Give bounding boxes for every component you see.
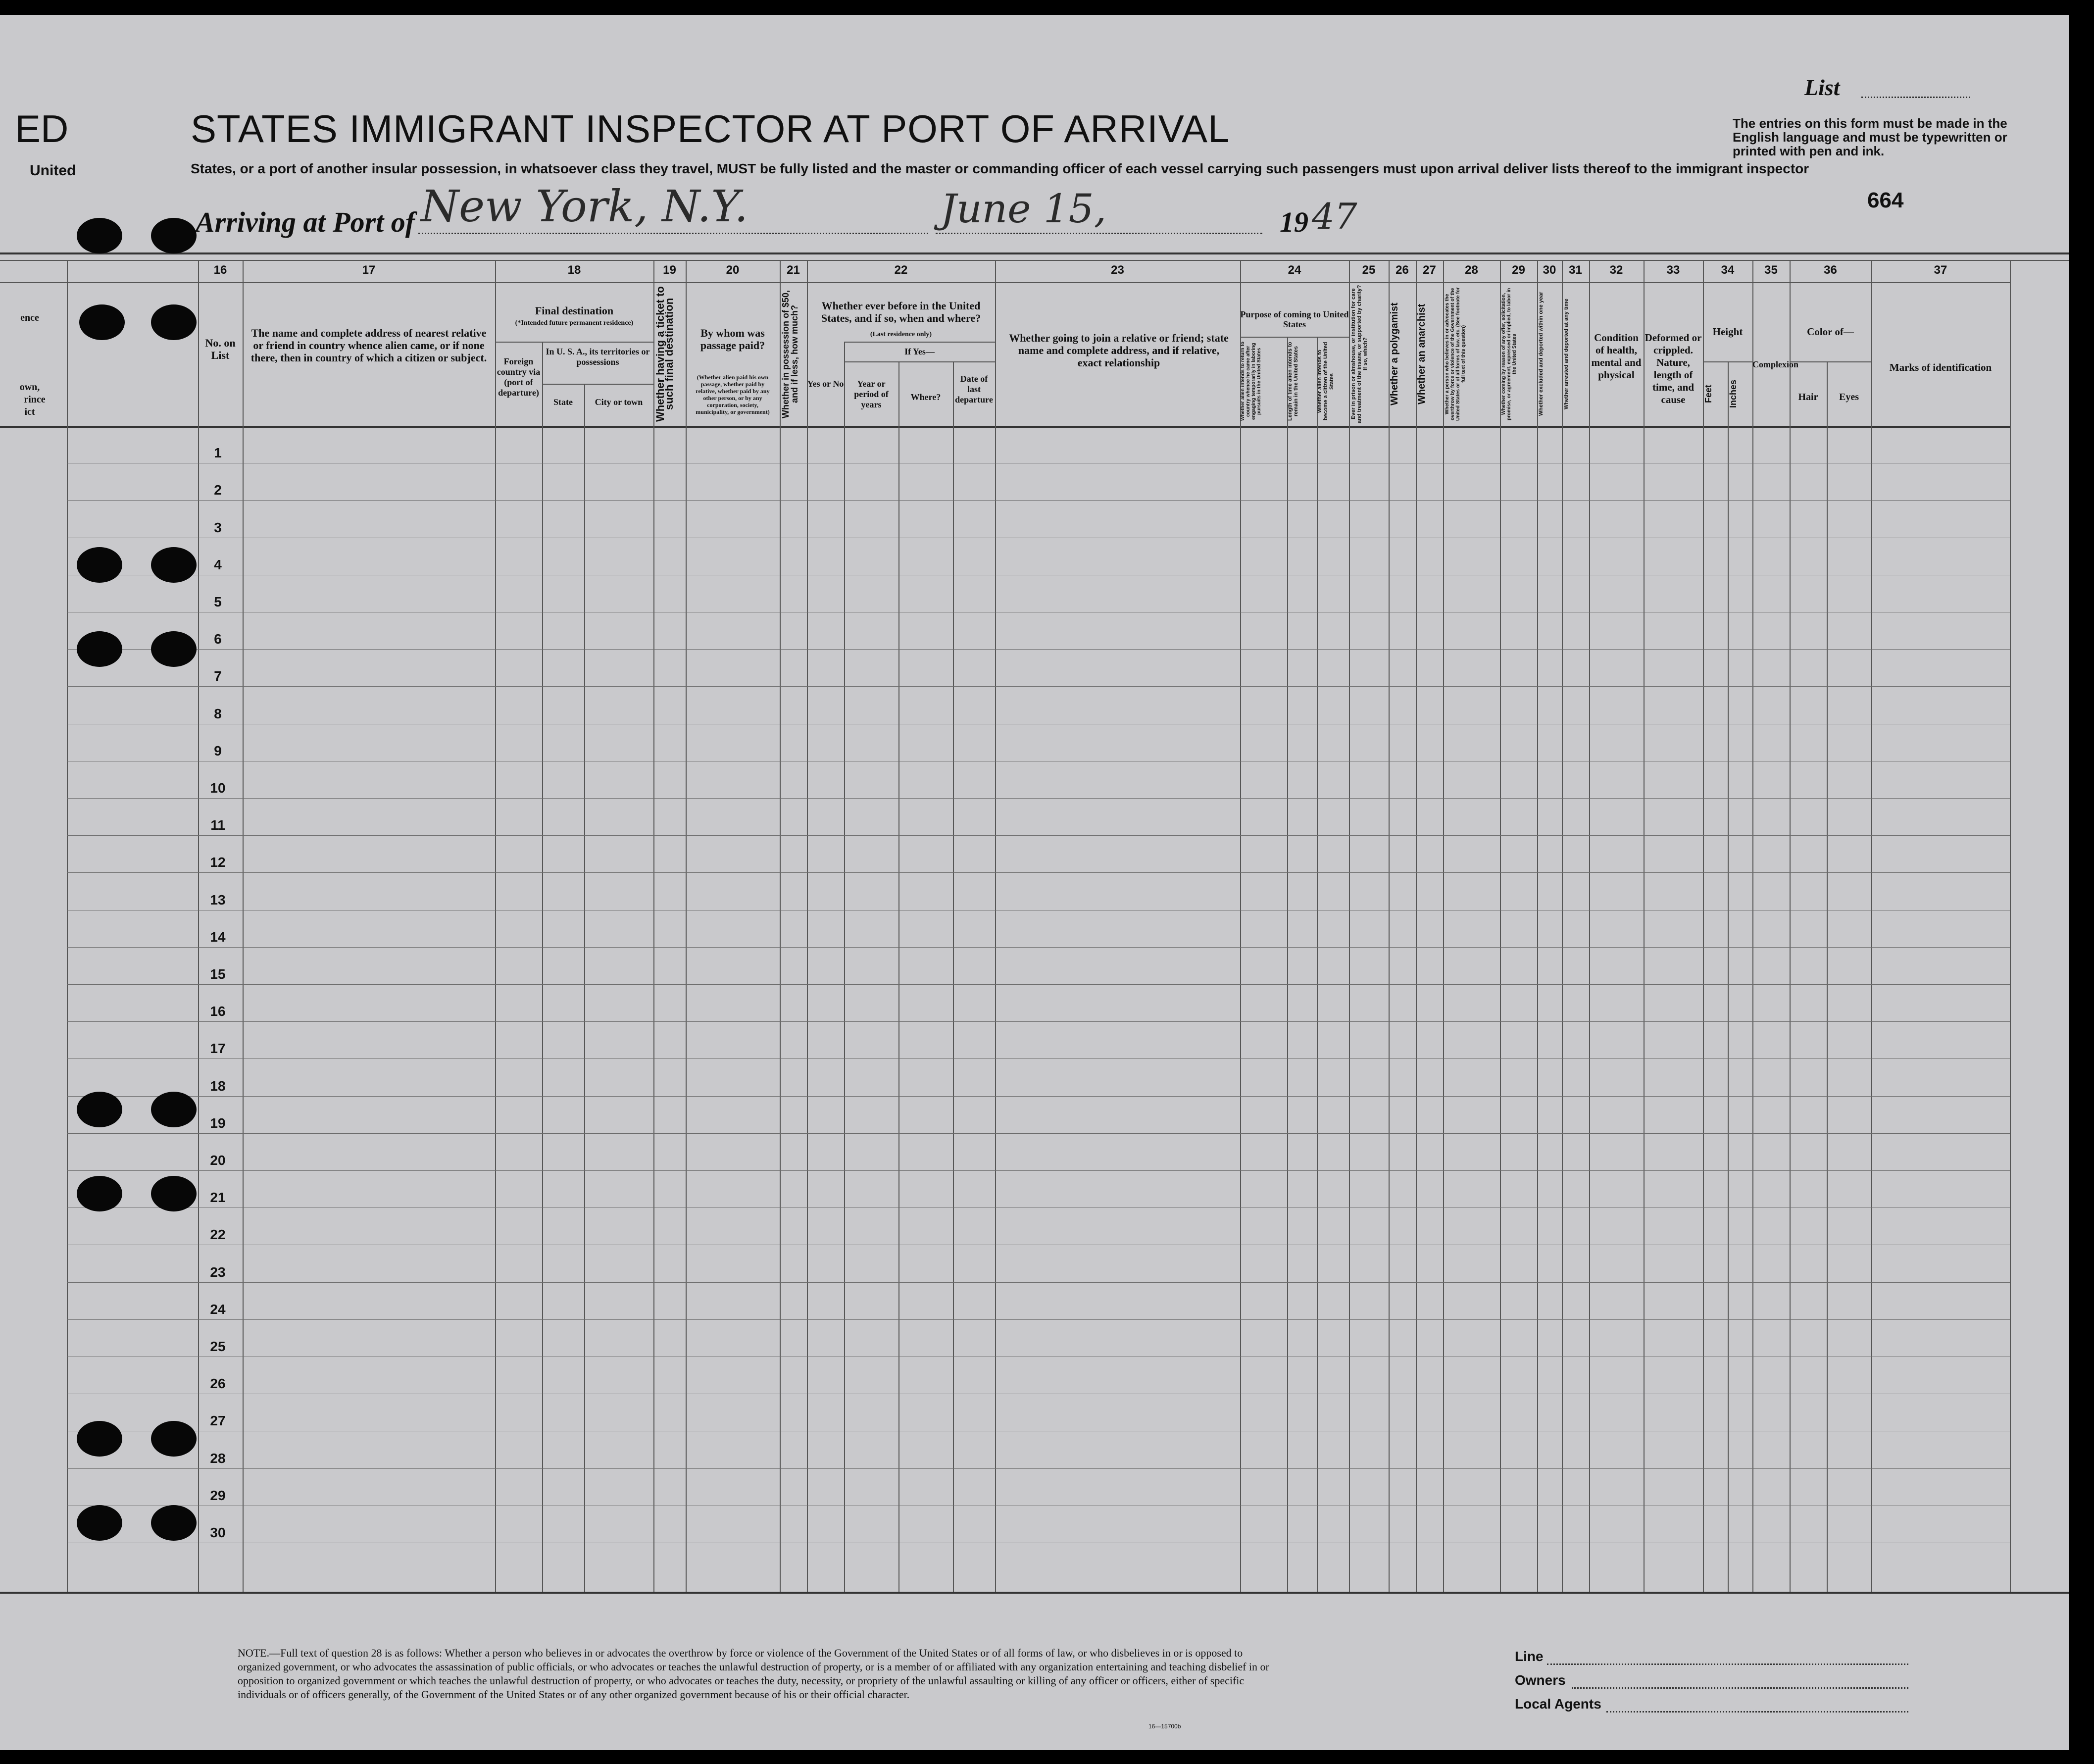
header-feet: Feet [1703, 384, 1713, 403]
header-health: Condition of health, mental and physical [1591, 332, 1642, 381]
date-handwritten: June 15, [941, 186, 1107, 232]
year-handwritten: 47 [1312, 196, 1357, 237]
col-divider [67, 260, 68, 1592]
header-join-relative: Whether going to join a relative or friend; state name and complete address, and if relative, exact relationship [1009, 332, 1229, 369]
punch-hole [151, 631, 197, 667]
row-number: 20 [210, 1153, 226, 1168]
row-number: 8 [214, 706, 222, 721]
port-field-line [418, 233, 928, 234]
row-number: 18 [210, 1078, 226, 1094]
row-number: 22 [210, 1227, 226, 1243]
list-field-line [1861, 97, 1970, 98]
question-28-footnote: NOTE.—Full text of question 28 is as follows: Whether a person who believes in or advocates the overthrow by force or violence of the Government of the United States or of all forms of law, or who disbelieves in or is opposed to organized government, or who advocates the assassination of public officials, or who advocates or teaches the unlawful destruction of property, or is a member of or affiliated with any organization entertaining and teaching disbelief in or opposition to organized government or which teaches the unlawful destruction of property, or who advocates or teaches the duty, necessity, or propriety of the unlawful assaulting or killing of any officer or officers, either of specific individuals or of officers generally, of the Government of the United States or of any other organized government because of his or their official character. [238, 1647, 1269, 1701]
row-number: 17 [210, 1041, 226, 1057]
header-purpose-sub3: Whether alien intends to become a citizen of the United States [1317, 342, 1335, 421]
column-number: 22 [894, 263, 908, 277]
arriving-port-label: Arriving at Port of [196, 206, 415, 238]
column-number: 31 [1569, 263, 1582, 277]
column-number: 35 [1764, 263, 1778, 277]
row-number: 11 [210, 817, 225, 833]
col-divider [542, 342, 543, 1592]
row-rule [67, 649, 2010, 650]
header-final-destination-note: (*Intended future permanent residence) [515, 319, 634, 327]
col-divider [898, 361, 899, 1592]
col-divider [1500, 260, 1501, 1592]
column-number: 26 [1396, 263, 1409, 277]
col-divider [1589, 260, 1590, 1592]
col-divider [653, 260, 654, 1592]
col-divider [1416, 260, 1417, 1592]
col-divider [844, 342, 845, 1592]
line-field [1547, 1663, 1908, 1665]
punch-hole [77, 547, 122, 583]
row-rule [67, 872, 2010, 873]
punch-hole [77, 1176, 122, 1211]
header-purpose-sub2: Length of time alien intends to remain in the United States [1287, 342, 1299, 421]
col-divider [780, 260, 781, 1592]
header-marks: Marks of identification [1889, 361, 1992, 373]
header-deformed: Deformed or crippled. Nature, length of time, and cause [1645, 332, 1702, 405]
form-code: 16—15700b [1148, 1723, 1181, 1730]
row-number: 9 [214, 743, 222, 758]
subheader-rule [1240, 337, 1349, 338]
header-ticket: Whether having a ticket to such final destination [654, 286, 675, 422]
row-number: 15 [210, 966, 226, 982]
col-divider [1752, 260, 1753, 1592]
punch-hole [77, 1421, 122, 1457]
punch-hole [77, 631, 122, 667]
col-divider [1562, 260, 1563, 1592]
col-divider [1349, 260, 1350, 1592]
subheader-rule [1790, 361, 1871, 362]
row-rule [67, 798, 2010, 799]
row-number: 4 [214, 556, 222, 572]
edge-fragment: ence [20, 312, 39, 323]
row-number: 13 [210, 892, 226, 907]
subheader-rule [844, 342, 995, 343]
date-field-line [936, 233, 1262, 234]
column-number: 37 [1934, 263, 1947, 277]
column-number: 18 [567, 263, 581, 277]
column-number: 23 [1111, 263, 1124, 277]
column-number: 19 [663, 263, 676, 277]
header-anarchist: Whether an anarchist [1416, 303, 1427, 404]
header-labor-offer: Whether coming by reason of any offer, solicitation, promise, or agreement, expressed or implied, to labor in the United States [1501, 288, 1517, 420]
row-number: 21 [210, 1190, 226, 1206]
row-rule [67, 835, 2010, 836]
header-bottom-rule [0, 426, 2010, 428]
header-foreign-country: Foreign country via (port of departure) [497, 356, 541, 398]
header-passage-paid-note: (Whether alien paid his own passage, whether paid by relative, whether paid by any other person, or by any corporation, society, municipality, or government) [696, 374, 770, 415]
punch-hole [151, 1092, 197, 1127]
row-rule [67, 984, 2010, 985]
edge-fragment: own, [19, 382, 40, 393]
col-divider [1389, 260, 1390, 1592]
edge-fragment: rince [24, 394, 46, 405]
owners-field [1572, 1687, 1908, 1689]
table-bottom-rule [0, 1592, 2069, 1594]
row-number: 1 [214, 445, 222, 461]
col-divider [1871, 260, 1872, 1592]
page-title: STATES IMMIGRANT INSPECTOR AT PORT OF ARRIVAL [191, 107, 1230, 151]
row-rule [67, 686, 2010, 687]
col-divider [1644, 260, 1645, 1592]
edge-subtitle-fragment: United [30, 162, 76, 179]
instruction-line: States, or a port of another insular possession, in whatsoever class they travel, MUST be fully listed and the master or commanding officer of each vessel carrying such passengers must upon arrival deliver lists thereof to the immigrant inspector [191, 161, 1809, 176]
punch-hole [79, 304, 125, 340]
row-number: 2 [214, 482, 222, 498]
column-number: 33 [1666, 263, 1680, 277]
row-number: 25 [210, 1339, 226, 1354]
year-printed: 19 [1280, 206, 1308, 238]
row-number: 14 [210, 929, 226, 945]
column-number: 34 [1721, 263, 1735, 277]
column-number: 32 [1609, 263, 1623, 277]
col-divider [1790, 260, 1791, 1592]
col-divider [1537, 260, 1538, 1592]
row-number: 16 [210, 1004, 226, 1019]
port-handwritten: New York, N.Y. [421, 181, 748, 232]
col-divider [243, 260, 244, 1592]
column-number-rule [0, 282, 2010, 283]
col-divider [1240, 260, 1241, 1592]
col-divider [1827, 361, 1828, 1592]
punch-hole [151, 547, 197, 583]
header-city-town: City or town [595, 397, 643, 407]
header-date-last-departure: Date of last departure [955, 374, 993, 404]
punch-hole [77, 1092, 122, 1127]
edge-title-fragment: ED [15, 107, 69, 151]
subheader-rule [495, 342, 653, 343]
header-polygamist: Whether a polygamist [1389, 302, 1400, 405]
col-divider [1443, 260, 1444, 1592]
punch-hole [151, 1421, 197, 1457]
row-rule [67, 1021, 2010, 1022]
header-yes-no: Yes or No [807, 379, 844, 389]
header-height: Height [1712, 326, 1743, 338]
row-rule [67, 500, 2010, 501]
list-label: List [1804, 75, 1840, 100]
column-number: 25 [1362, 263, 1376, 277]
column-number: 16 [213, 263, 227, 277]
header-ever-before: Whether ever before in the United States, and if so, when and where? [821, 300, 981, 324]
column-number: 21 [787, 263, 800, 277]
row-number: 12 [210, 855, 226, 870]
row-number: 26 [210, 1376, 226, 1392]
row-rule [67, 947, 2010, 948]
punch-hole [151, 304, 197, 340]
col-divider [495, 260, 496, 1592]
punch-hole [151, 1505, 197, 1541]
header-no-on-list: No. on List [205, 337, 236, 361]
header-year-period: Year or period of years [854, 379, 889, 409]
column-number: 30 [1543, 263, 1556, 277]
col-divider [1287, 337, 1288, 1592]
header-nearest-relative: The name and complete address of nearest relative or friend in country whence alien came, or if none there, then in country of which a citizen or subject. [250, 327, 487, 364]
header-prison: Ever in prison or almshouse, or institution for care and treatment of the insane, or supported by charity? If so, which? [1350, 285, 1368, 423]
col-divider [2010, 260, 2011, 1592]
header-hair: Hair [1798, 392, 1818, 403]
column-number: 29 [1512, 263, 1525, 277]
header-fifty-dollars: Whether in possession of $50, and if less, how much? [781, 290, 799, 418]
col-divider [807, 260, 808, 1592]
header-last-residence-note: (Last residence only) [870, 331, 932, 338]
column-number: 28 [1465, 263, 1478, 277]
row-number: 29 [210, 1487, 226, 1503]
column-number: 24 [1288, 263, 1301, 277]
punch-hole [77, 218, 122, 253]
owners-label: Owners [1515, 1672, 1566, 1688]
header-state: State [553, 397, 573, 407]
row-rule [67, 1170, 2010, 1171]
col-divider [584, 384, 585, 1592]
col-divider [1317, 337, 1318, 1592]
column-number: 20 [726, 263, 740, 277]
local-agents-label: Local Agents [1515, 1696, 1601, 1712]
top-rule [0, 252, 2069, 254]
punch-hole [151, 218, 197, 253]
header-complexion: Complexion [1752, 359, 1799, 369]
local-agents-field [1606, 1711, 1908, 1713]
header-overthrow: Whether a person who believes in or advocates the overthrow by force or violence of the Government of the United States or of all forms of law, etc. (See footnote for full text of this question) [1445, 287, 1466, 421]
manifest-sheet [0, 15, 2069, 1750]
row-number: 24 [210, 1301, 226, 1317]
header-final-destination: Final destination [535, 304, 614, 317]
line-label: Line [1515, 1649, 1544, 1664]
header-excluded: Whether excluded and deported within one year [1538, 292, 1544, 416]
header-in-usa: In U. S. A., its territories or possessions [546, 347, 650, 367]
col-divider [953, 361, 954, 1592]
top-rule-2 [0, 260, 2069, 261]
row-number: 27 [210, 1413, 226, 1429]
row-number: 3 [214, 519, 222, 535]
column-number: 27 [1423, 263, 1436, 277]
subheader-rule [542, 384, 653, 385]
instructions-box: The entries on this form must be made in the English language and must be typewritten or printed with pen and ink. [1733, 116, 2007, 158]
col-divider [686, 260, 687, 1592]
row-number: 23 [210, 1264, 226, 1280]
edge-fragment: ict [24, 406, 35, 417]
subheader-rule [1703, 361, 1752, 362]
header-arrested: Whether arrested and deported at any time [1563, 299, 1569, 409]
col-divider [995, 260, 996, 1592]
header-color-of: Color of— [1807, 326, 1854, 338]
col-divider [198, 260, 199, 1592]
column-number: 36 [1824, 263, 1837, 277]
row-rule [67, 1282, 2010, 1283]
header-inches: Inches [1728, 379, 1738, 408]
header-eyes: Eyes [1839, 392, 1859, 403]
punch-hole [151, 1176, 197, 1211]
col-divider [1728, 361, 1729, 1592]
row-rule [67, 1468, 2010, 1469]
list-number: 664 [1867, 188, 1904, 212]
punch-hole [77, 1505, 122, 1541]
row-number: 28 [210, 1450, 226, 1466]
header-purpose: Purpose of coming to United States [1240, 309, 1349, 329]
row-number: 19 [210, 1115, 226, 1131]
header-if-yes: If Yes— [904, 347, 935, 356]
row-rule [67, 1096, 2010, 1097]
row-number: 10 [210, 780, 226, 796]
row-rule [67, 1133, 2010, 1134]
row-number: 6 [214, 631, 222, 647]
row-number: 30 [210, 1525, 226, 1540]
header-purpose-sub1: Whether alien intends to return to country whence he came after engaging temporarily in laboring pursuits in the United States [1240, 342, 1262, 421]
row-rule [67, 1319, 2010, 1320]
col-divider [1703, 260, 1704, 1592]
header-where: Where? [910, 392, 941, 402]
row-rule [67, 1058, 2010, 1059]
header-passage-paid: By whom was passage paid? [700, 327, 765, 352]
row-number: 5 [214, 594, 222, 609]
column-number: 17 [362, 263, 376, 277]
subheader-rule [844, 361, 995, 362]
row-number: 7 [214, 668, 222, 684]
